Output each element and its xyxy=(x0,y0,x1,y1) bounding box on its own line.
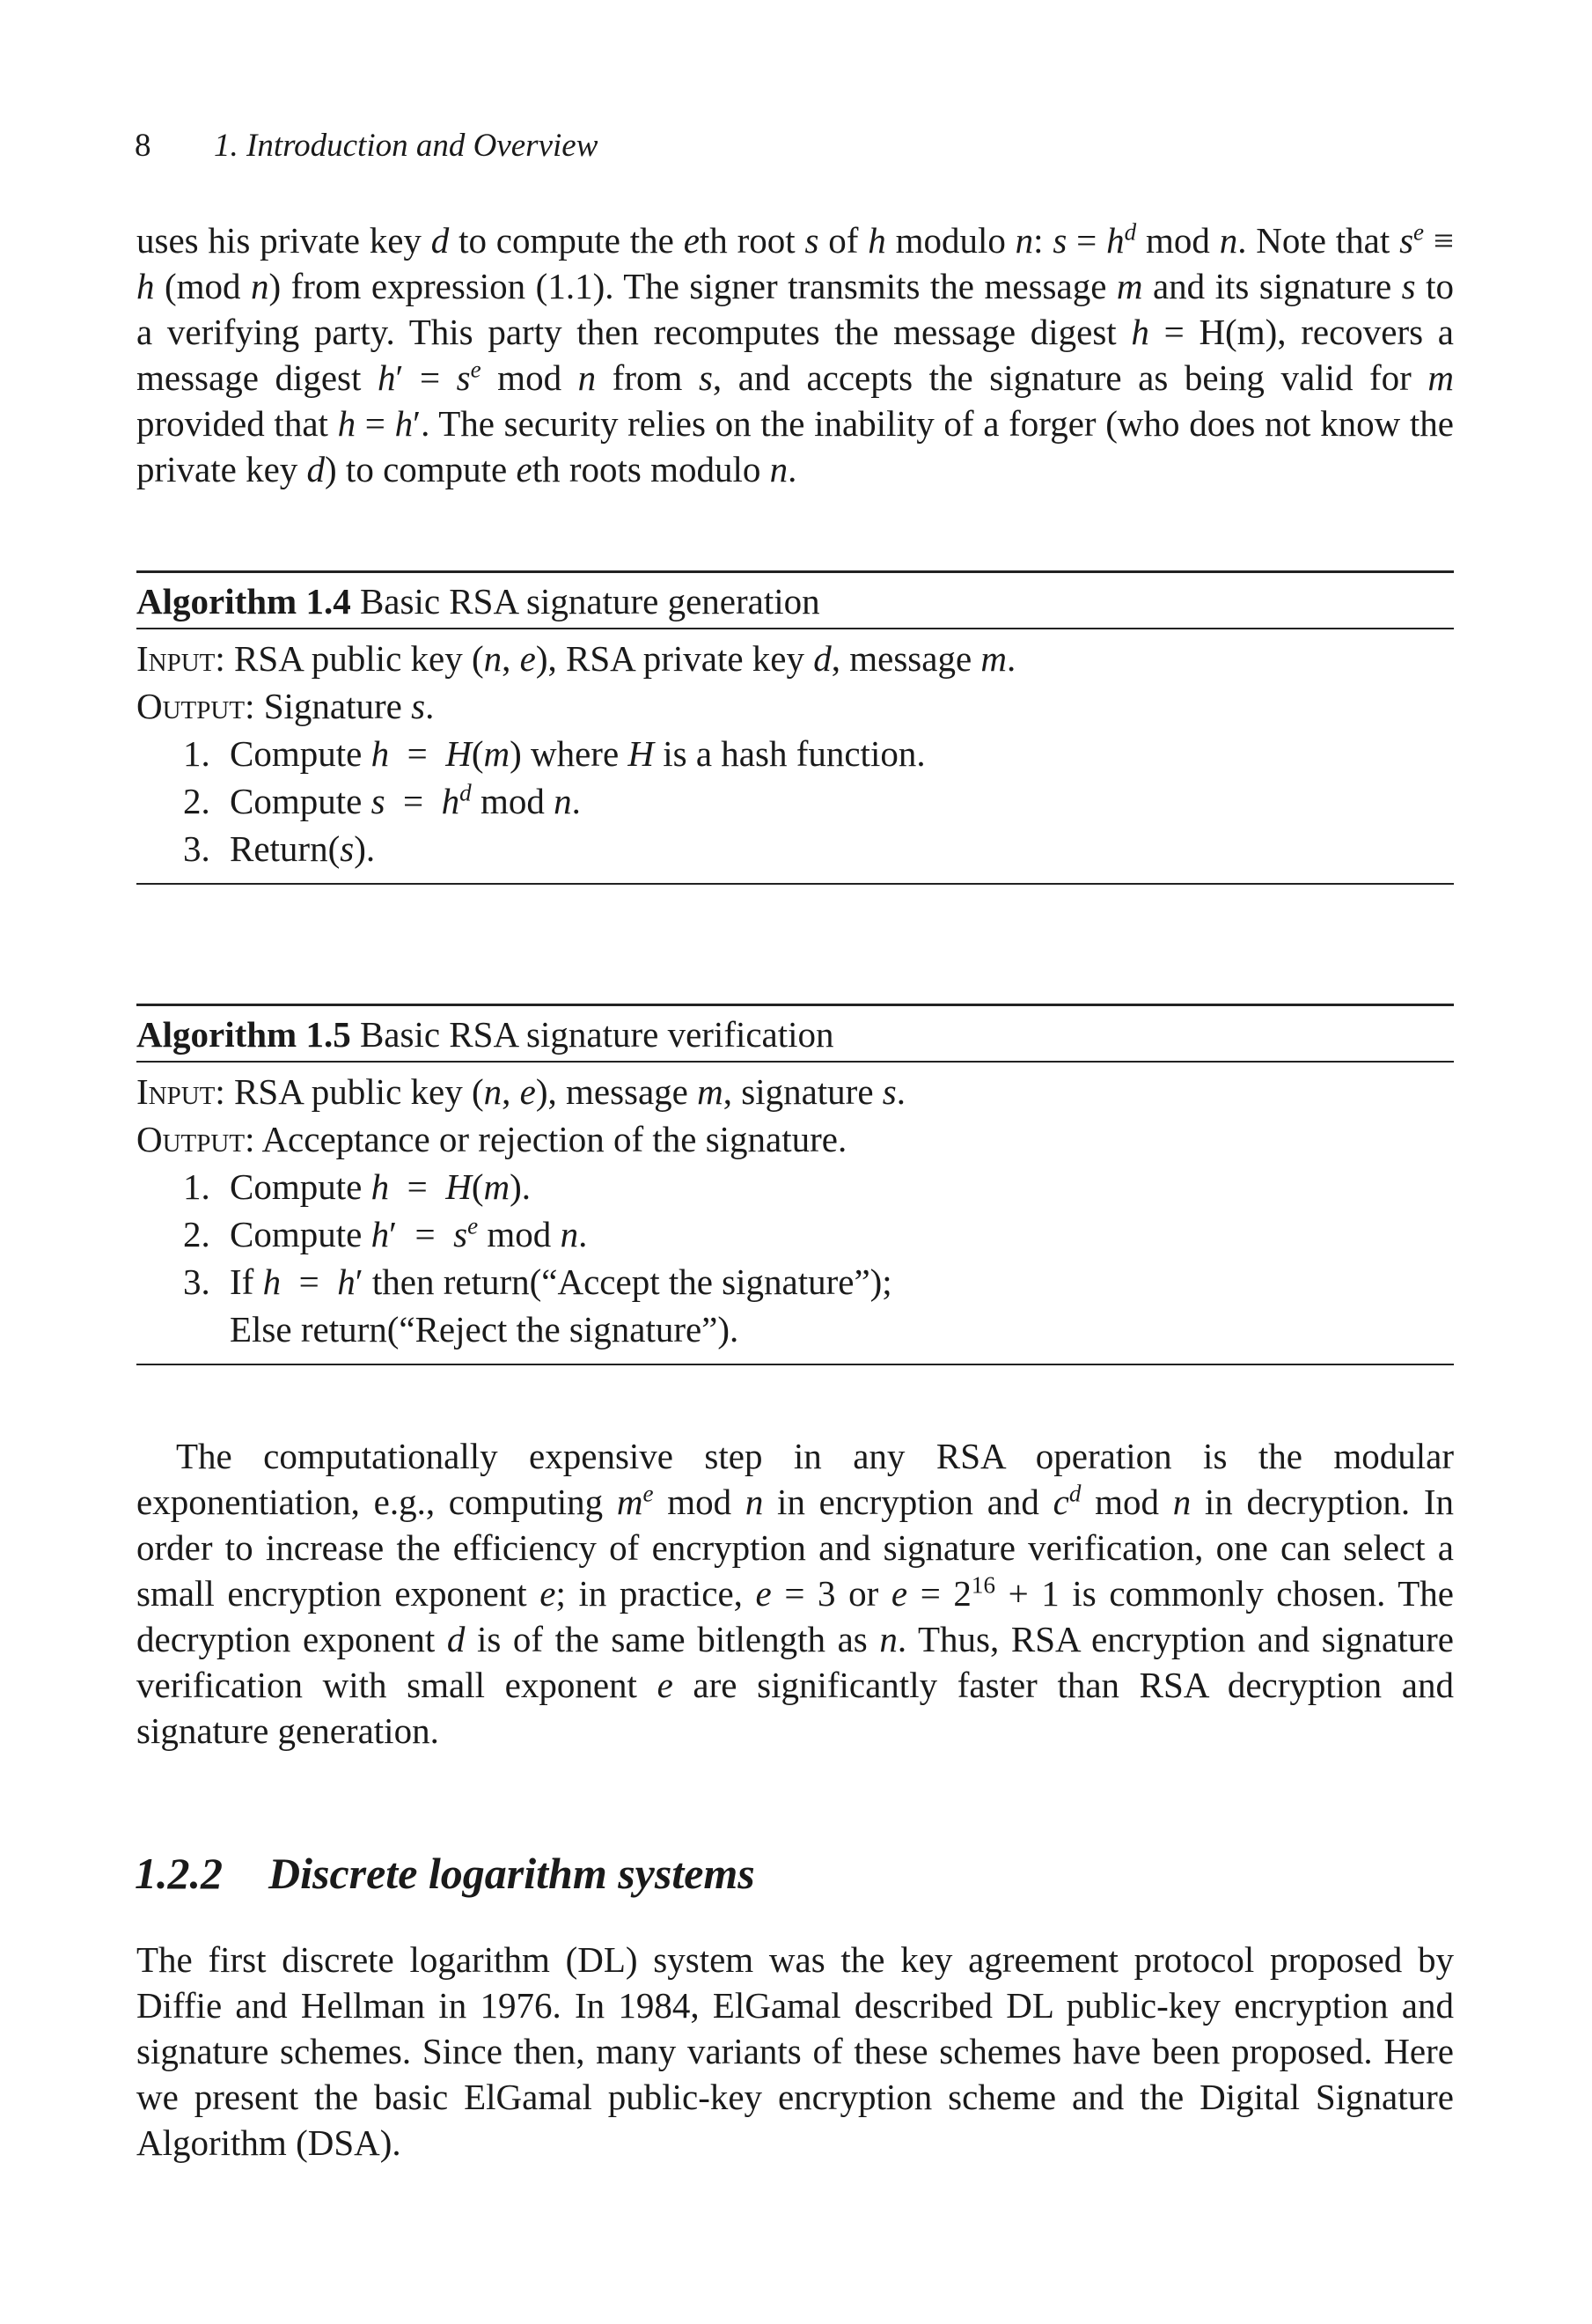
efficiency-paragraph-text: The computationally expensive step in any RSA operation is the modular exponentiation, e.g., computing $m^e$ mod n in encryption and $c^d$ mod n in decryption. In order to increase the efficiency of encryption and signature verification, one can select a small encryption exponent e; in practice, e = 3 or $e = 2^{16} + 1$ is commonly chosen. The decryption exponent d is of the same bitlength as n. Thus, RSA encryption and signature verification with small exponent e are significantly faster than RSA decryption and signature generation. xyxy=(136,1436,1455,1751)
algorithm-step: 2. Compute $s = h^d$ mod n. xyxy=(183,779,581,821)
algorithm-title xyxy=(136,573,1454,628)
algorithm-body xyxy=(136,1063,1454,1364)
chapter-title: 1. Introduction and Overview xyxy=(214,128,598,164)
algorithm-step: 3. If h = h′ then return(“Accept the signature”); xyxy=(183,1261,892,1302)
efficiency-paragraph xyxy=(136,1433,1454,1754)
algorithm-input: Input: RSA public key (n, e), RSA private key d, message m. xyxy=(136,638,1016,679)
algorithm-bottom-rule xyxy=(136,1364,1454,1365)
algorithm-output: Output: Acceptance or rejection of the signature. xyxy=(136,1119,847,1159)
algorithm-step: 2. Compute $h' = s^e$ mod n. xyxy=(183,1212,588,1254)
algorithm-body xyxy=(136,629,1454,883)
running-header xyxy=(135,126,1455,166)
algorithm-label: Algorithm 1.4 xyxy=(136,581,351,621)
section-number: 1.2.2 xyxy=(135,1849,223,1898)
algorithm-1-5 xyxy=(136,1004,1454,1365)
algorithm-step: 1. Compute h = H(m) where H is a hash function. xyxy=(183,733,926,774)
dl-paragraph xyxy=(136,1937,1454,2166)
algorithm-bottom-rule xyxy=(136,883,1454,885)
algorithm-label: Algorithm 1.5 xyxy=(136,1014,351,1055)
algorithm-output: Output: Signature s. xyxy=(136,686,435,726)
algorithm-step: 3. Return(s). xyxy=(183,828,376,869)
intro-paragraph-text: uses his private key d to compute the eth root s of h modulo n: $s = h^d$ mod n. Note that $s^e \equiv h$ (mod n) from expression (1.1). The signer transmits the message m and its signature s to a verifying party. This party then recomputes the message digest h = H(m), recovers a message digest $h' = s^e$ mod n from s, and accepts the signature as being valid for m provided that h = h′. The security relies on the inability of a forger (who does not know the private key d) to compute eth roots modulo n. xyxy=(136,218,1455,489)
algorithm-title xyxy=(136,1006,1454,1061)
section-heading xyxy=(135,1847,755,1900)
algorithm-name: Basic RSA signature generation xyxy=(359,581,820,621)
section-title: Discrete logarithm systems xyxy=(268,1849,755,1898)
algorithm-name: Basic RSA signature verification xyxy=(359,1014,834,1055)
algorithm-step-continuation: Else return(“Reject the signature”). xyxy=(230,1309,739,1350)
algorithm-input: Input: RSA public key (n, e), message m, signature s. xyxy=(136,1071,906,1112)
page-number: 8 xyxy=(135,128,151,164)
intro-paragraph xyxy=(136,217,1454,492)
algorithm-1-4 xyxy=(136,570,1454,885)
algorithm-step: 1. Compute h = H(m). xyxy=(183,1166,531,1207)
dl-paragraph-text: The first discrete logarithm (DL) system was the key agreement protocol proposed by Diffie and Hellman in 1976. In 1984, ElGamal described DL public-key encryption and signature schemes. Since then, many variants of these schemes have been proposed. Here we present the basic ElGamal public-key encryption scheme and the Digital Signature Algorithm (DSA). xyxy=(136,1939,1454,2163)
